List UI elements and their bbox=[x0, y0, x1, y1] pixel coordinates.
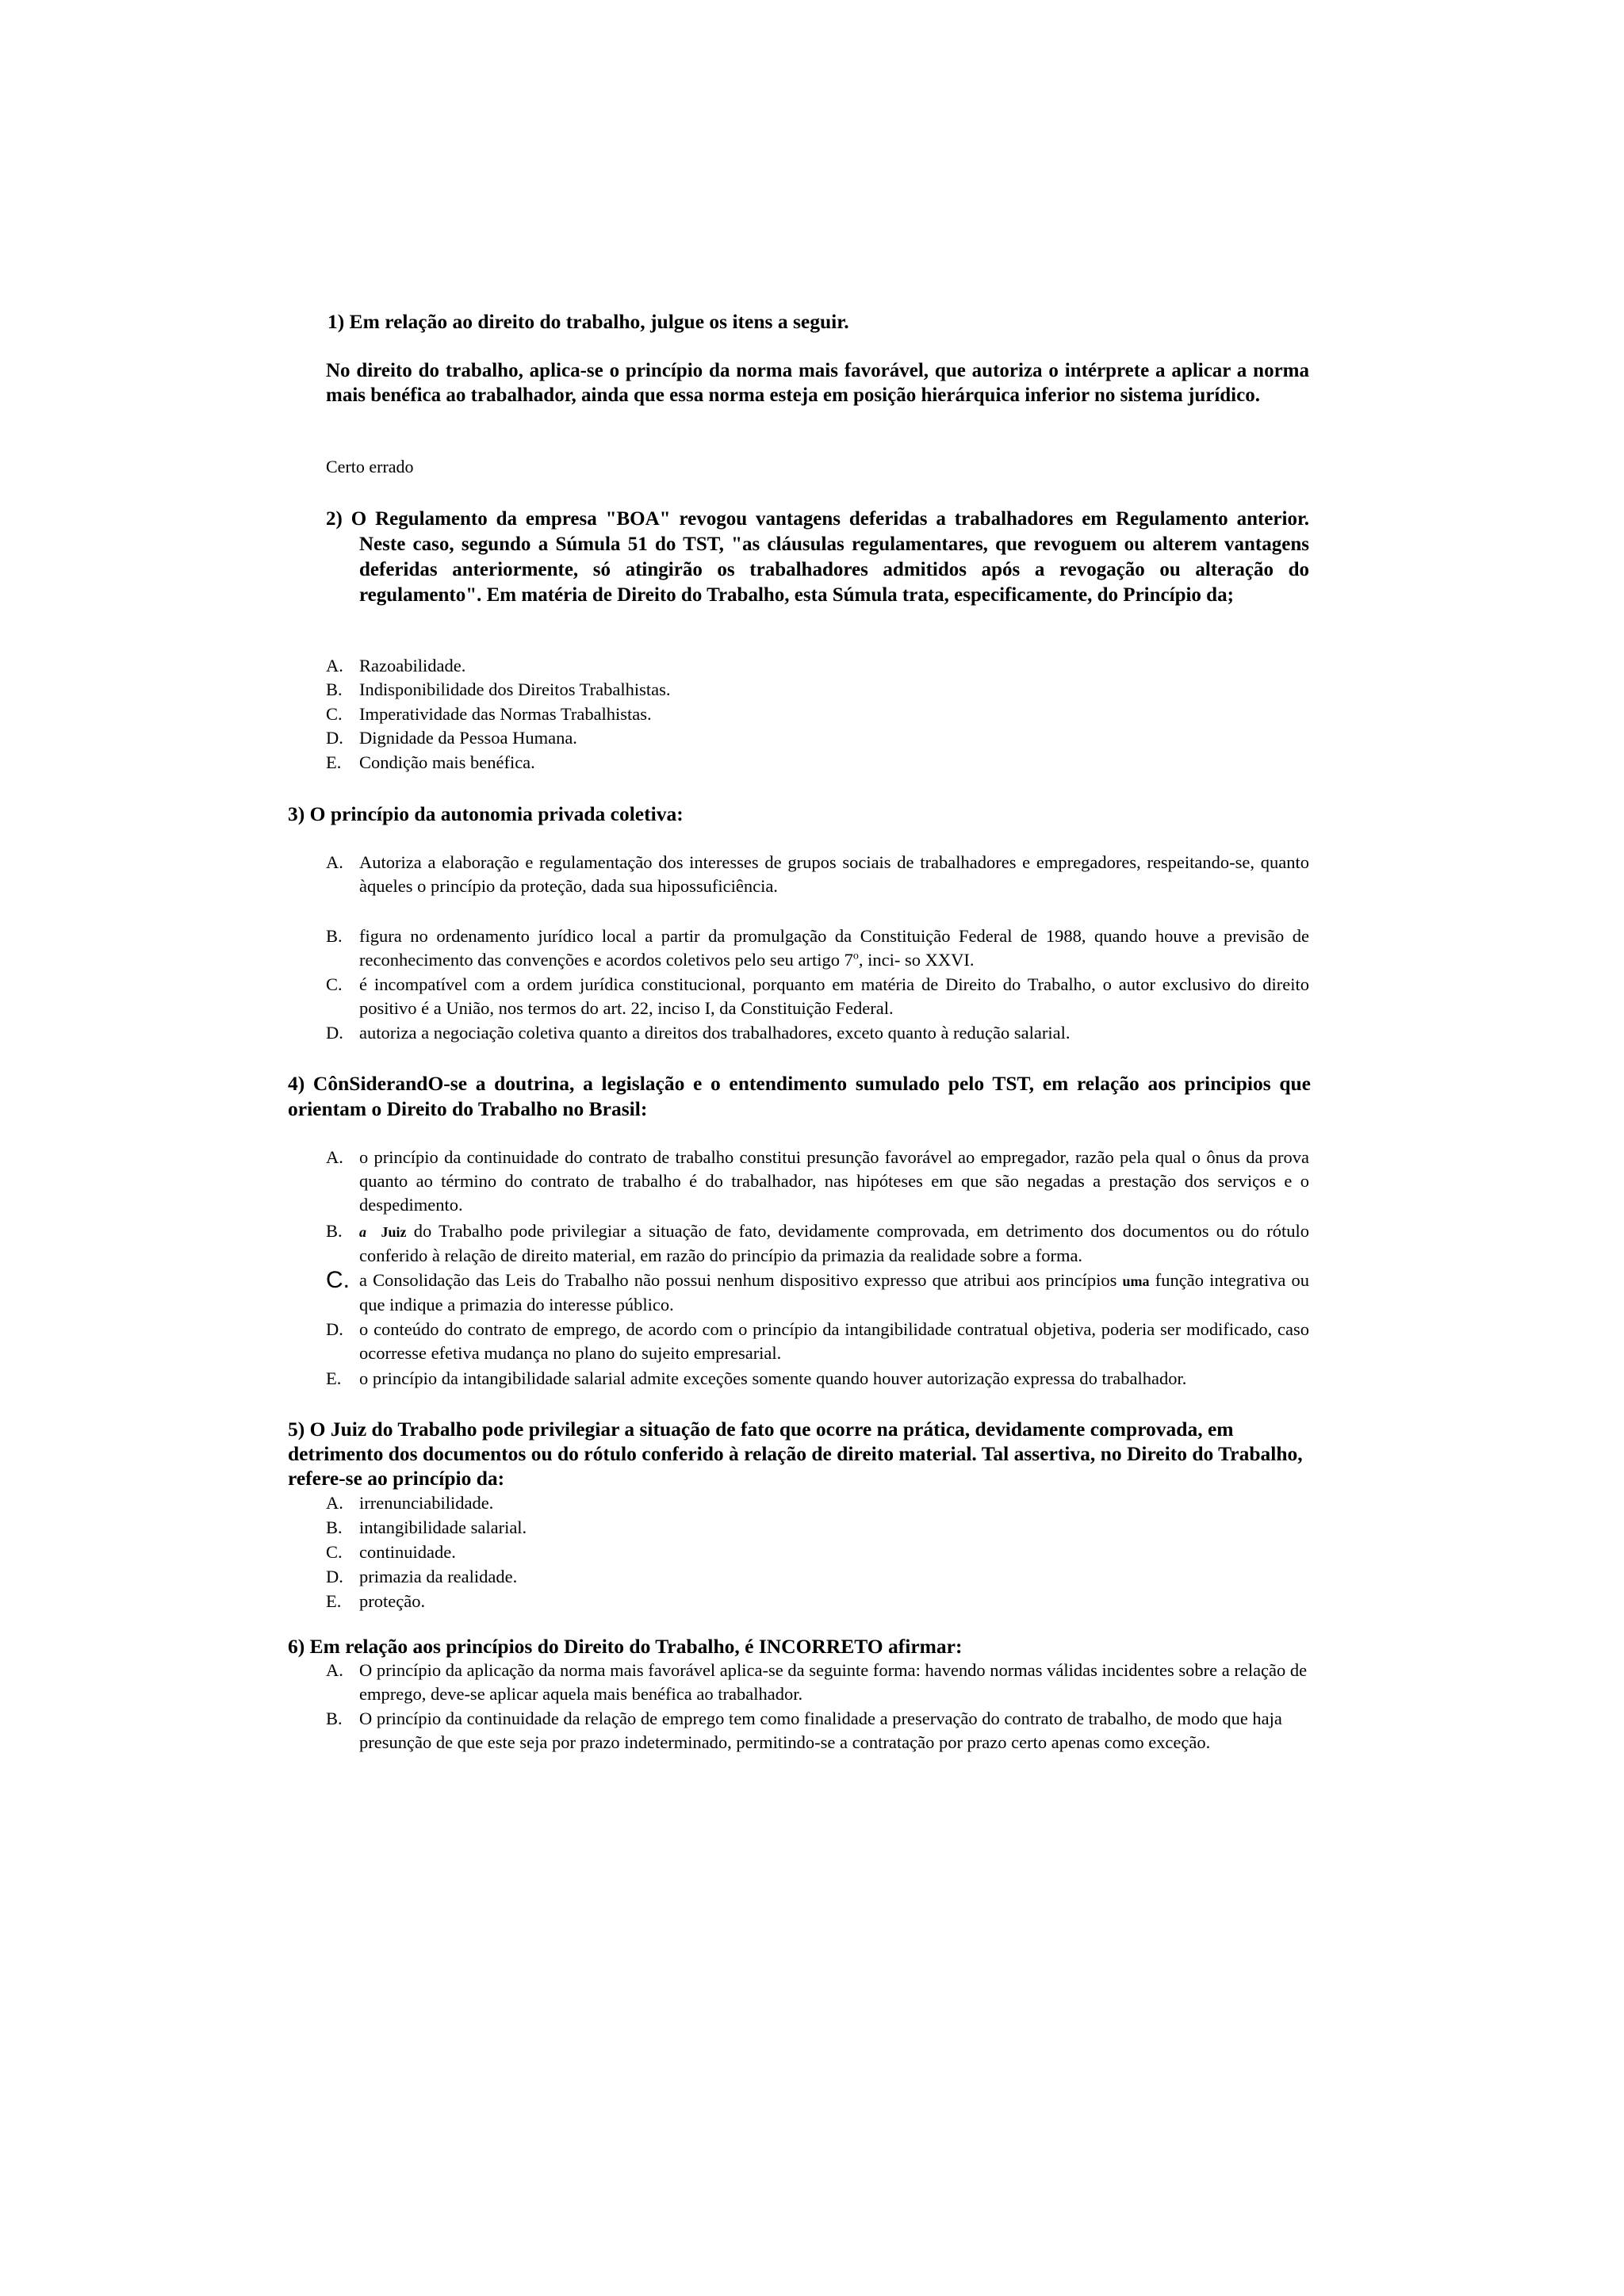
option-letter: A. bbox=[326, 852, 343, 872]
option-letter: B. bbox=[326, 679, 343, 699]
option-text-part: figura no ordenamento jurídico local a partir da promulgação da Constituição Federal de 1988, quando houve a previsão de reconhecimento das convenções e acordos coletivos pelo seu artigo 7 bbox=[359, 926, 1309, 970]
option-letter: E. bbox=[326, 752, 342, 772]
question-3-option-a bbox=[326, 851, 1309, 900]
question-4-option-e bbox=[326, 1367, 1309, 1391]
option-word-a: a bbox=[359, 1224, 366, 1240]
option-text: Condição mais benéfica. bbox=[359, 752, 535, 772]
option-text: primazia da realidade. bbox=[359, 1567, 518, 1586]
question-1-statement: No direito do trabalho, aplica-se o princípio da norma mais favorável, que autoriza o intérprete a aplicar a norma mais benéfica ao trabalhador, ainda que essa norma esteja em posição hierárquica inferior no sistema jurídico. bbox=[326, 360, 1309, 406]
option-letter: A. bbox=[326, 1660, 343, 1680]
question-2-option-a bbox=[326, 654, 1309, 678]
question-6-title: 6) Em relação aos princípios do Direito do Trabalho, é INCORRETO afirmar: bbox=[288, 1635, 963, 1658]
option-text: o princípio da intangibilidade salarial admite exceções somente quando houver autorização expressa do trabalhador. bbox=[359, 1368, 1187, 1388]
question-2-option-c bbox=[326, 702, 1309, 726]
option-text: O princípio da aplicação da norma mais favorável aplica-se da seguinte forma: havendo normas válidas incidentes sobre a relação de emprego, deve-se aplicar aquela mais benéfica ao trabalhador. bbox=[359, 1660, 1308, 1704]
option-letter: C. bbox=[326, 974, 343, 994]
question-4-option-b bbox=[326, 1219, 1309, 1269]
option-letter: B. bbox=[326, 926, 343, 946]
question-1-answer: Certo errado bbox=[326, 457, 414, 476]
option-text-part: do Trabalho pode privilegiar a situação de fato, devidamente comprovada, em detrimento dos documentos ou do rótulo conferido à relação de direito material, em razão do princípio da primazia da realidade sobre a forma. bbox=[359, 1221, 1310, 1265]
question-5-option-d bbox=[326, 1565, 1309, 1589]
option-text: Imperatividade das Normas Trabalhistas. bbox=[359, 704, 652, 724]
option-letter: C. bbox=[326, 1542, 343, 1562]
option-text: continuidade. bbox=[359, 1542, 456, 1562]
question-6-option-b bbox=[326, 1707, 1309, 1781]
option-text: Autoriza a elaboração e regulamentação dos interesses de grupos sociais de trabalhadores e empregadores, respeitando-se, quanto àqueles o princípio da proteção, dada sua hipossuficiência. bbox=[359, 852, 1309, 896]
question-4-option-c bbox=[326, 1269, 1309, 1318]
question-3-option-c bbox=[326, 973, 1309, 1022]
option-text: proteção. bbox=[359, 1591, 426, 1611]
option-text: intangibilidade salarial. bbox=[359, 1517, 527, 1537]
question-3-option-d bbox=[326, 1021, 1309, 1045]
question-6-option-a bbox=[326, 1659, 1309, 1708]
question-5-option-b bbox=[326, 1516, 1309, 1540]
option-letter: A. bbox=[326, 1493, 343, 1513]
option-letter: C. bbox=[326, 1267, 350, 1293]
option-text: Dignidade da Pessoa Humana. bbox=[359, 728, 577, 748]
question-5-option-a bbox=[326, 1491, 1309, 1515]
option-text: Razoabilidade. bbox=[359, 656, 466, 675]
option-text: é incompatível com a ordem jurídica constitucional, porquanto em matéria de Direito do Trabalho, o autor exclusivo do direito positivo é a União, nos termos do art. 22, inciso I, da Constituição Federal. bbox=[359, 974, 1309, 1018]
option-word-juiz: Juiz bbox=[381, 1224, 407, 1240]
option-letter: B. bbox=[326, 1709, 343, 1728]
option-letter: E. bbox=[326, 1591, 342, 1611]
option-text-part: a Consolidação das Leis do Trabalho não possui nenhum dispositivo expresso que atribui aos princípios bbox=[359, 1270, 1123, 1290]
option-text bbox=[359, 1269, 1309, 1317]
question-5-option-c bbox=[326, 1540, 1309, 1564]
option-text bbox=[359, 924, 1309, 972]
option-text-part: , inci- so XXVI. bbox=[858, 950, 975, 970]
question-3-title: 3) O princípio da autonomia privada coletiva: bbox=[288, 802, 684, 825]
question-1-title: 1) Em relação ao direito do trabalho, julgue os itens a seguir. bbox=[327, 310, 849, 333]
option-letter: A. bbox=[326, 656, 343, 675]
question-5-option-e bbox=[326, 1590, 1309, 1613]
option-text-part: função integrativa ou que indique a primazia do interesse público. bbox=[359, 1270, 1309, 1314]
option-letter: B. bbox=[326, 1517, 343, 1537]
question-2-title: 2) O Regulamento da empresa "BOA" revogou vantagens deferidas a trabalhadores em Regulamento anterior. Neste caso, segundo a Súmula 51 do TST, "as cláusulas regulamentares, que revoguem ou alterem vantagens deferidas anteriormente, só atingirão os trabalhadores admitidos após a revogação ou alteração do regulamento". Em matéria de Direito do Trabalho, esta Súmula trata, especificamente, do Princípio da; bbox=[326, 508, 1309, 606]
option-letter: A. bbox=[326, 1147, 343, 1167]
option-text: irrenunciabilidade. bbox=[359, 1493, 494, 1513]
question-4-option-d bbox=[326, 1318, 1309, 1367]
option-text: o princípio da continuidade do contrato de trabalho constitui presunção favorável ao empregador, razão pela qual o ônus da prova quanto ao término do contrato de trabalho é do trabalhador, nas hipóteses em que são negadas a prestação dos serviços e o despedimento. bbox=[359, 1147, 1309, 1215]
option-letter: D. bbox=[326, 1567, 343, 1586]
question-2-option-b bbox=[326, 678, 1309, 702]
option-letter: C. bbox=[326, 704, 343, 724]
question-5-title: 5) O Juiz do Trabalho pode privilegiar a situação de fato que ocorre na prática, devidamente comprovada, em detrimento dos documentos ou do rótulo conferido à relação de direito material. Tal assertiva, no Direito do Trabalho, refere-se ao princípio da: bbox=[288, 1418, 1303, 1490]
question-2-option-e bbox=[326, 751, 1309, 775]
option-text: o conteúdo do contrato de emprego, de acordo com o princípio da intangibilidade contratual objetiva, poderia ser modificado, caso ocorresse efetiva mudança no plano do sujeito empresarial. bbox=[359, 1319, 1309, 1363]
question-2-option-d bbox=[326, 726, 1309, 750]
option-text: O princípio da continuidade da relação de emprego tem como finalidade a preservação do contrato de trabalho, de modo que haja presunção de que este seja por prazo indeterminado, permitindo-se a contratação por prazo certo apenas como exceção. bbox=[359, 1709, 1282, 1752]
option-bold-word: uma bbox=[1122, 1273, 1150, 1289]
option-letter: D. bbox=[326, 1319, 343, 1339]
option-text: autoriza a negociação coletiva quanto a direitos dos trabalhadores, exceto quanto à redução salarial. bbox=[359, 1023, 1071, 1043]
option-text bbox=[359, 1219, 1309, 1268]
question-3-option-b bbox=[326, 924, 1309, 974]
option-letter: B. bbox=[326, 1221, 343, 1241]
option-letter: D. bbox=[326, 728, 343, 748]
superscript: o bbox=[852, 950, 859, 962]
option-text: Indisponibilidade dos Direitos Trabalhistas. bbox=[359, 679, 671, 699]
option-letter: D. bbox=[326, 1023, 343, 1043]
question-4-title: 4) CônSiderandO-se a doutrina, a legislação e o entendimento sumulado pelo TST, em relação aos principios que orientam o Direito do Trabalho no Brasil: bbox=[288, 1072, 1311, 1120]
option-letter: E. bbox=[326, 1368, 342, 1388]
